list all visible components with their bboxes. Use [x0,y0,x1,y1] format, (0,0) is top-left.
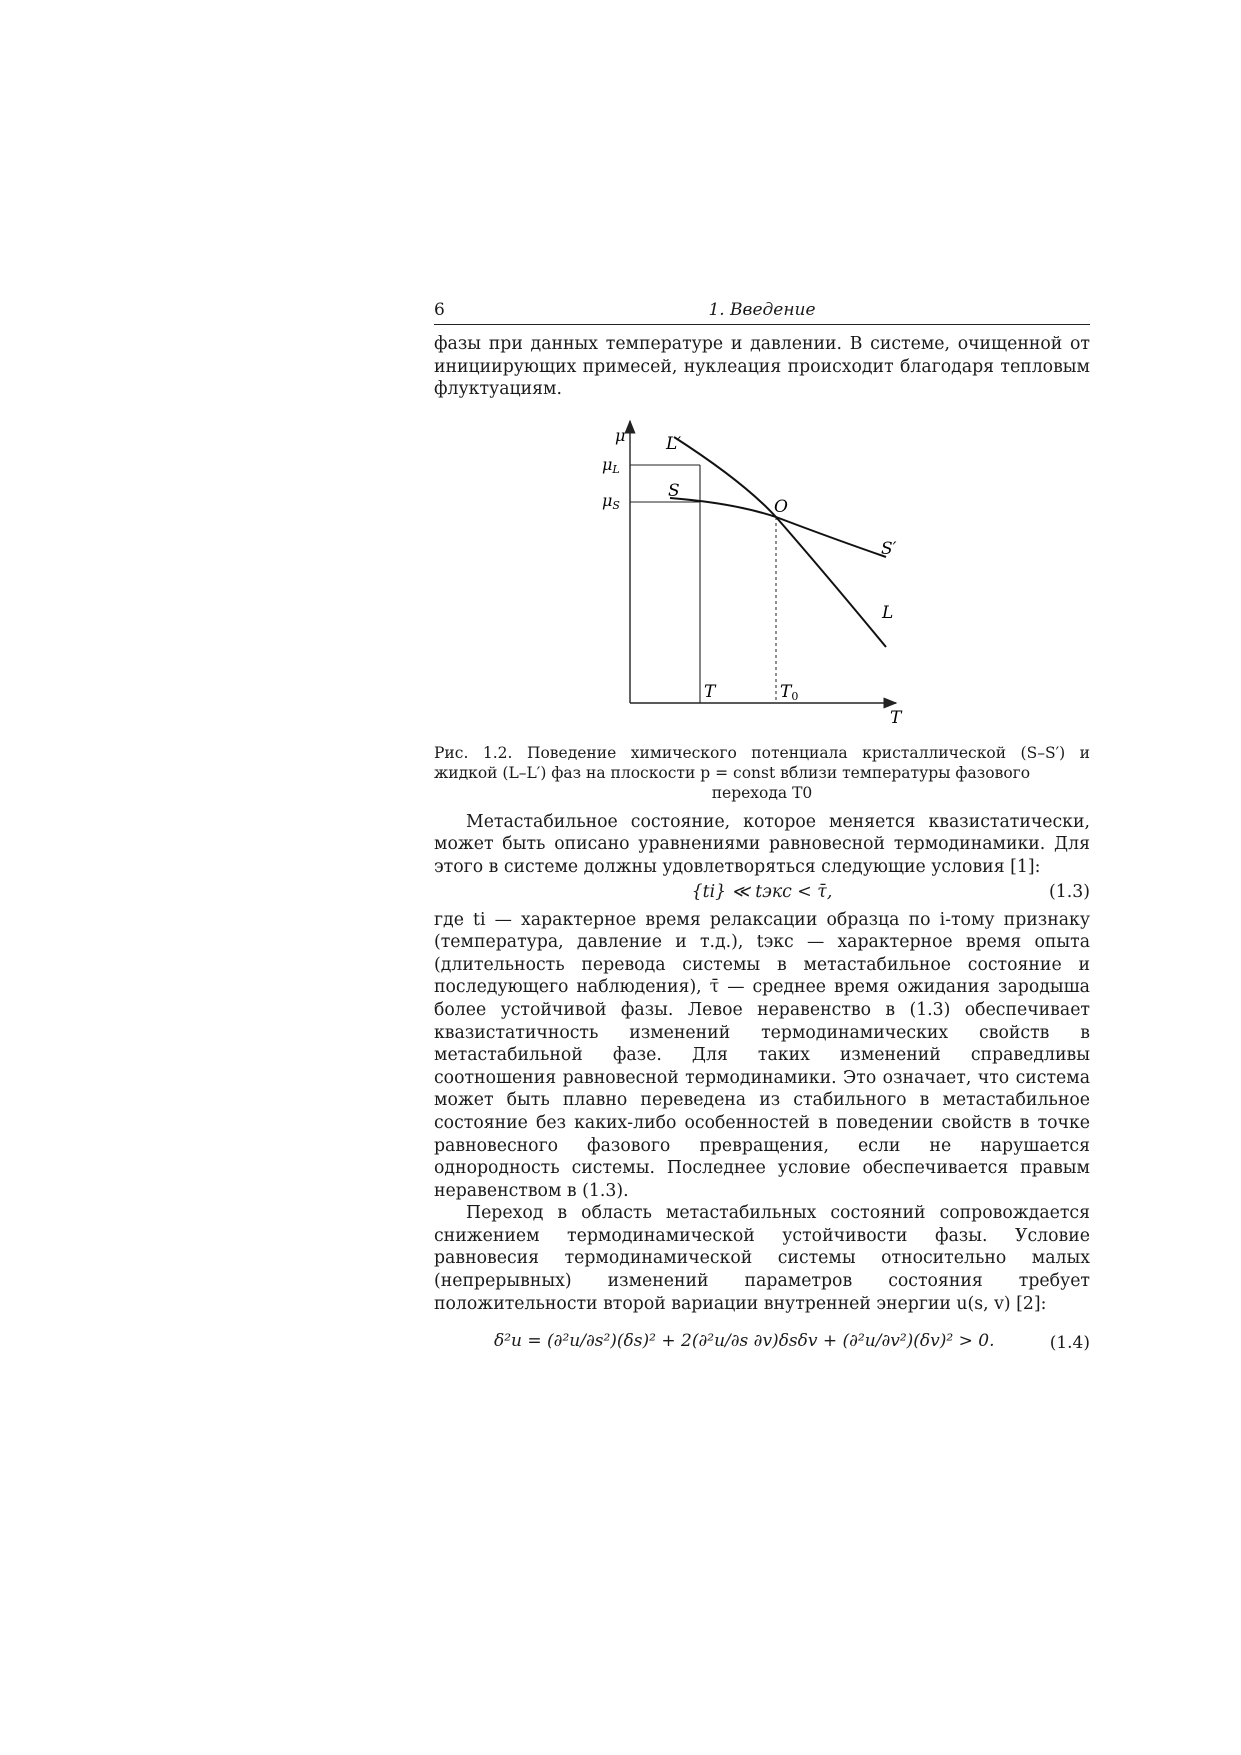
page [434,298,1090,1375]
O-label: O [774,496,788,517]
equation-1-3-number: (1.3) [1049,881,1090,902]
phase-diagram [434,407,1090,737]
mu-L-label: μL [602,454,620,476]
S-prime-label: S′ [881,538,897,559]
T0-point-label: T0 [780,681,799,703]
T-axis-label: T [890,707,902,728]
paragraph-1: фазы при данных температуре и давлении. В системе, очищенной от инициирующих примесей, нуклеация происходит благодаря тепловым флуктуациям. [434,334,1090,400]
paragraph-2: Метастабильное состояние, которое меняется квазистатически, может быть описано уравнениями равновесной термодинамики. Для этого в системе должны удовлетворяться следующие условия [1]: [434,811,1090,877]
equation-1-4 [434,1319,1090,1375]
paragraph-4: Переход в область метастабильных состояний сопровождается снижением термодинамической устойчивости фазы. Условие равновесия термодинамической системы относительно малых (непрерывных) изменений параметров состояния требует положительности второй вариации внутренней энергии u(s, v) [2]: [434,1203,1090,1314]
equation-1-3 [434,879,1090,909]
liquid-curve-L [674,437,886,647]
running-title: 1. Введение [708,300,816,320]
S-label: S [668,480,680,501]
L-prime-label: L′ [666,433,682,454]
running-header [434,298,1090,325]
L-label: L [882,602,894,623]
caption-line-1: Рис. 1.2. Поведение химического потенциала кристаллической (S–S′) и жидкой (L–L′) фаз на плоскости p = const вблизи температуры фазового [434,743,1090,782]
mu-axis-label: μ [615,425,626,445]
equation-1-4-number: (1.4) [1049,1333,1090,1354]
equation-1-4-body: δ²u = (∂²u/∂s²)(δs)² + 2(∂²u/∂s ∂v)δsδv + (∂²u/∂v²)(δv)² > 0. [494,1331,995,1352]
page-number: 6 [434,300,445,320]
equation-1-3-body: {ti} ≪ tэкс < τ̄, [691,881,833,902]
figure-caption [434,743,1090,803]
T-point-label: T [704,681,716,702]
mu-S-label: μS [602,490,620,512]
paragraph-3: где ti — характерное время релаксации образца по i-тому признаку (температура, давление и т.д.), tэкс — характерное время опыта (длительность перевода системы в метастабильное состояние и последующего наблюдения), τ̄ — среднее время ожидания зародыша более устойчивой фазы. Левое неравенство в (1.3) обеспечивает квазистатичность изменений термодинамических свойств в метастабильной фазе. Для таких изменений справедливы соотношения равновесной термодинамики. Это означает, что система может быть плавно переведена из стабильного в метастабильное состояние без каких-либо особенностей в поведении свойств в точке равновесного фазового превращения, если не нарушается однородность системы. Последнее условие обеспечивается правым неравенством в (1.3). [434,909,1090,1201]
caption-line-2: перехода T0 [711,783,813,802]
figure-1-2 [434,407,1090,737]
